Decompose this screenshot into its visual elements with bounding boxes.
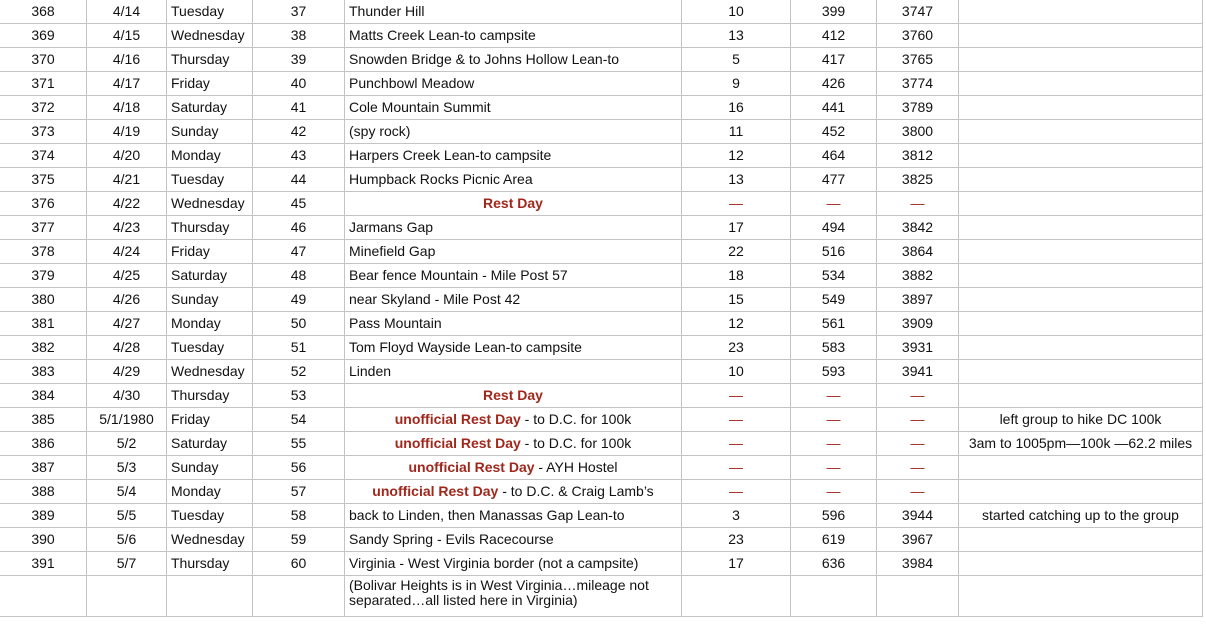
row-number-cell[interactable]: 369 — [0, 24, 87, 48]
date-cell[interactable]: 5/4 — [87, 480, 167, 504]
miles-cell[interactable]: 18 — [682, 264, 791, 288]
table-row — [0, 528, 1203, 552]
day-number-cell[interactable]: 57 — [253, 480, 345, 504]
date-cell[interactable]: 4/20 — [87, 144, 167, 168]
day-number-cell[interactable]: 59 — [253, 528, 345, 552]
location-cell[interactable]: back to Linden, then Manassas Gap Lean-to — [345, 504, 682, 528]
table-row — [0, 72, 1203, 96]
cumulative-miles-cell[interactable]: — — [791, 384, 877, 408]
date-cell[interactable]: 4/22 — [87, 192, 167, 216]
date-cell[interactable]: 5/2 — [87, 432, 167, 456]
row-number-cell[interactable]: 391 — [0, 552, 87, 576]
table-row — [0, 48, 1203, 72]
miles-cell[interactable]: 12 — [682, 144, 791, 168]
location-cell[interactable]: Linden — [345, 360, 682, 384]
note-cell[interactable]: 3am to 1005pm—100k —62.2 miles — [959, 432, 1203, 456]
miles-cell[interactable]: 16 — [682, 96, 791, 120]
location-cell[interactable]: Punchbowl Meadow — [345, 72, 682, 96]
location-cell[interactable]: Tom Floyd Wayside Lean-to campsite — [345, 336, 682, 360]
cumulative-miles-cell[interactable]: — — [791, 408, 877, 432]
date-cell[interactable]: 4/28 — [87, 336, 167, 360]
row-number-cell[interactable]: 378 — [0, 240, 87, 264]
weekday-cell[interactable]: Thursday — [167, 552, 253, 576]
day-number-cell[interactable]: 46 — [253, 216, 345, 240]
table-row — [0, 240, 1203, 264]
date-cell[interactable]: 5/5 — [87, 504, 167, 528]
note-cell[interactable] — [959, 528, 1203, 552]
table-row — [0, 312, 1203, 336]
note-cell[interactable] — [959, 336, 1203, 360]
table-row — [0, 552, 1203, 576]
note-cell[interactable]: started catching up to the group — [959, 504, 1203, 528]
note-cell[interactable] — [959, 144, 1203, 168]
rest-day-label: unofficial Rest Day — [372, 483, 499, 499]
row-number-cell[interactable]: 389 — [0, 504, 87, 528]
rest-day-label: unofficial Rest Day — [394, 411, 521, 427]
table-row — [0, 408, 1203, 432]
date-cell[interactable]: 4/30 — [87, 384, 167, 408]
location-cell[interactable] — [345, 192, 682, 216]
weekday-cell[interactable]: Sunday — [167, 456, 253, 480]
date-cell[interactable]: 4/16 — [87, 48, 167, 72]
cumulative-miles-cell[interactable]: 583 — [791, 336, 877, 360]
cumulative-miles-cell[interactable]: 399 — [791, 0, 877, 24]
row-number-cell[interactable]: 375 — [0, 168, 87, 192]
table-row — [0, 576, 1203, 617]
location-cell[interactable]: Thunder Hill — [345, 0, 682, 24]
note-cell[interactable] — [959, 216, 1203, 240]
row-number-cell[interactable] — [0, 576, 87, 617]
table-row — [0, 192, 1203, 216]
day-number-cell[interactable]: 45 — [253, 192, 345, 216]
date-cell[interactable]: 4/15 — [87, 24, 167, 48]
weekday-cell[interactable]: Saturday — [167, 96, 253, 120]
miles-cell[interactable]: 9 — [682, 72, 791, 96]
note-cell[interactable]: left group to hike DC 100k — [959, 408, 1203, 432]
note-cell[interactable] — [959, 312, 1203, 336]
cumulative-miles-cell[interactable] — [791, 576, 877, 617]
row-number-cell[interactable]: 386 — [0, 432, 87, 456]
weekday-cell[interactable]: Friday — [167, 408, 253, 432]
total-miles-cell[interactable]: 3765 — [877, 48, 959, 72]
date-cell[interactable]: 5/1/1980 — [87, 408, 167, 432]
weekday-cell[interactable]: Thursday — [167, 384, 253, 408]
weekday-cell[interactable]: Wednesday — [167, 360, 253, 384]
total-miles-cell[interactable]: — — [877, 192, 959, 216]
rest-day-detail: - to D.C. for 100k — [520, 411, 632, 427]
row-number-cell[interactable]: 388 — [0, 480, 87, 504]
weekday-cell[interactable]: Sunday — [167, 288, 253, 312]
row-number-cell[interactable]: 382 — [0, 336, 87, 360]
table-row — [0, 480, 1203, 504]
miles-cell[interactable]: 10 — [682, 0, 791, 24]
weekday-cell[interactable]: Thursday — [167, 48, 253, 72]
total-miles-cell[interactable]: — — [877, 384, 959, 408]
location-cell[interactable]: Cole Mountain Summit — [345, 96, 682, 120]
day-number-cell[interactable]: 56 — [253, 456, 345, 480]
day-number-cell[interactable]: 37 — [253, 0, 345, 24]
row-number-cell[interactable]: 374 — [0, 144, 87, 168]
day-number-cell[interactable]: 44 — [253, 168, 345, 192]
cumulative-miles-cell[interactable]: 596 — [791, 504, 877, 528]
date-cell[interactable]: 4/26 — [87, 288, 167, 312]
cumulative-miles-cell[interactable]: 516 — [791, 240, 877, 264]
day-number-cell[interactable]: 49 — [253, 288, 345, 312]
day-number-cell[interactable]: 40 — [253, 72, 345, 96]
total-miles-cell[interactable]: — — [877, 480, 959, 504]
row-number-cell[interactable]: 371 — [0, 72, 87, 96]
miles-cell[interactable]: 22 — [682, 240, 791, 264]
weekday-cell[interactable]: Tuesday — [167, 0, 253, 24]
miles-cell[interactable]: — — [682, 384, 791, 408]
miles-cell[interactable]: — — [682, 480, 791, 504]
date-cell[interactable]: 4/18 — [87, 96, 167, 120]
table-row — [0, 168, 1203, 192]
table-row — [0, 0, 1203, 24]
footnote-cell[interactable]: (Bolivar Heights is in West Virginia…mileage not separated…all listed here in Virginia) — [345, 576, 682, 617]
note-cell[interactable] — [959, 360, 1203, 384]
row-number-cell[interactable]: 387 — [0, 456, 87, 480]
cumulative-miles-cell[interactable]: 452 — [791, 120, 877, 144]
cumulative-miles-cell[interactable]: 636 — [791, 552, 877, 576]
cumulative-miles-cell[interactable]: 441 — [791, 96, 877, 120]
table-row — [0, 432, 1203, 456]
table-row — [0, 504, 1203, 528]
note-cell[interactable] — [959, 96, 1203, 120]
rest-day-detail: - to D.C. for 100k — [520, 435, 632, 451]
total-miles-cell[interactable]: 3967 — [877, 528, 959, 552]
miles-cell[interactable]: 3 — [682, 504, 791, 528]
note-cell[interactable] — [959, 480, 1203, 504]
note-cell[interactable] — [959, 288, 1203, 312]
weekday-cell[interactable]: Monday — [167, 144, 253, 168]
date-cell[interactable] — [87, 576, 167, 617]
day-number-cell[interactable]: 41 — [253, 96, 345, 120]
cumulative-miles-cell[interactable]: 619 — [791, 528, 877, 552]
date-cell[interactable]: 4/21 — [87, 168, 167, 192]
miles-cell[interactable]: — — [682, 432, 791, 456]
date-cell[interactable]: 4/23 — [87, 216, 167, 240]
location-cell[interactable]: (spy rock) — [345, 120, 682, 144]
miles-cell[interactable]: — — [682, 192, 791, 216]
day-number-cell[interactable]: 42 — [253, 120, 345, 144]
miles-cell[interactable]: 23 — [682, 336, 791, 360]
weekday-cell[interactable]: Wednesday — [167, 528, 253, 552]
miles-cell[interactable]: 13 — [682, 168, 791, 192]
row-number-cell[interactable]: 370 — [0, 48, 87, 72]
date-cell[interactable]: 4/24 — [87, 240, 167, 264]
row-number-cell[interactable]: 390 — [0, 528, 87, 552]
total-miles-cell[interactable]: 3825 — [877, 168, 959, 192]
rest-day-label: Rest Day — [483, 387, 543, 403]
row-number-cell[interactable]: 379 — [0, 264, 87, 288]
miles-cell[interactable]: 15 — [682, 288, 791, 312]
row-number-cell[interactable]: 376 — [0, 192, 87, 216]
location-cell[interactable]: Pass Mountain — [345, 312, 682, 336]
total-miles-cell[interactable]: 3931 — [877, 336, 959, 360]
weekday-cell[interactable]: Wednesday — [167, 192, 253, 216]
table-row — [0, 216, 1203, 240]
cumulative-miles-cell[interactable]: 477 — [791, 168, 877, 192]
day-number-cell[interactable]: 47 — [253, 240, 345, 264]
miles-cell[interactable]: 17 — [682, 552, 791, 576]
location-cell[interactable]: Matts Creek Lean-to campsite — [345, 24, 682, 48]
total-miles-cell[interactable]: — — [877, 408, 959, 432]
weekday-cell[interactable]: Thursday — [167, 216, 253, 240]
total-miles-cell[interactable]: 3747 — [877, 0, 959, 24]
rest-day-detail: - AYH Hostel — [534, 459, 618, 475]
day-number-cell[interactable]: 58 — [253, 504, 345, 528]
day-number-cell[interactable]: 53 — [253, 384, 345, 408]
weekday-cell[interactable] — [167, 576, 253, 617]
row-number-cell[interactable]: 380 — [0, 288, 87, 312]
note-cell[interactable] — [959, 48, 1203, 72]
total-miles-cell[interactable]: 3909 — [877, 312, 959, 336]
rest-day-label: unofficial Rest Day — [394, 435, 521, 451]
table-row — [0, 144, 1203, 168]
total-miles-cell[interactable]: 3812 — [877, 144, 959, 168]
cumulative-miles-cell[interactable]: 426 — [791, 72, 877, 96]
weekday-cell[interactable]: Friday — [167, 72, 253, 96]
location-cell[interactable] — [345, 384, 682, 408]
location-cell[interactable]: Snowden Bridge & to Johns Hollow Lean-to — [345, 48, 682, 72]
table-row — [0, 456, 1203, 480]
total-miles-cell[interactable] — [877, 576, 959, 617]
location-cell[interactable]: Minefield Gap — [345, 240, 682, 264]
location-cell[interactable] — [345, 480, 682, 504]
table-row — [0, 360, 1203, 384]
miles-cell[interactable]: 11 — [682, 120, 791, 144]
row-number-cell[interactable]: 372 — [0, 96, 87, 120]
date-cell[interactable]: 4/27 — [87, 312, 167, 336]
miles-cell[interactable]: 23 — [682, 528, 791, 552]
location-cell[interactable] — [345, 456, 682, 480]
note-cell[interactable] — [959, 0, 1203, 24]
table-row — [0, 120, 1203, 144]
cumulative-miles-cell[interactable]: — — [791, 432, 877, 456]
location-cell[interactable]: Sandy Spring - Evils Racecourse — [345, 528, 682, 552]
weekday-cell[interactable]: Saturday — [167, 264, 253, 288]
total-miles-cell[interactable]: — — [877, 456, 959, 480]
date-cell[interactable]: 4/17 — [87, 72, 167, 96]
miles-cell[interactable]: — — [682, 456, 791, 480]
cumulative-miles-cell[interactable]: — — [791, 192, 877, 216]
location-cell[interactable] — [345, 432, 682, 456]
weekday-cell[interactable]: Tuesday — [167, 168, 253, 192]
weekday-cell[interactable]: Saturday — [167, 432, 253, 456]
table-row — [0, 384, 1203, 408]
date-cell[interactable]: 4/25 — [87, 264, 167, 288]
weekday-cell[interactable]: Friday — [167, 240, 253, 264]
note-cell[interactable] — [959, 240, 1203, 264]
location-cell[interactable]: Jarmans Gap — [345, 216, 682, 240]
cumulative-miles-cell[interactable]: 561 — [791, 312, 877, 336]
total-miles-cell[interactable]: 3941 — [877, 360, 959, 384]
cumulative-miles-cell[interactable]: 593 — [791, 360, 877, 384]
table-row — [0, 96, 1203, 120]
cumulative-miles-cell[interactable]: 412 — [791, 24, 877, 48]
miles-cell[interactable]: 5 — [682, 48, 791, 72]
date-cell[interactable]: 5/6 — [87, 528, 167, 552]
day-number-cell[interactable]: 52 — [253, 360, 345, 384]
cumulative-miles-cell[interactable]: 534 — [791, 264, 877, 288]
weekday-cell[interactable]: Sunday — [167, 120, 253, 144]
total-miles-cell[interactable]: 3882 — [877, 264, 959, 288]
note-cell[interactable] — [959, 72, 1203, 96]
total-miles-cell[interactable]: 3760 — [877, 24, 959, 48]
row-number-cell[interactable]: 373 — [0, 120, 87, 144]
weekday-cell[interactable]: Wednesday — [167, 24, 253, 48]
location-cell[interactable]: Bear fence Mountain - Mile Post 57 — [345, 264, 682, 288]
day-number-cell[interactable]: 55 — [253, 432, 345, 456]
note-cell[interactable] — [959, 456, 1203, 480]
weekday-cell[interactable]: Monday — [167, 480, 253, 504]
row-number-cell[interactable]: 383 — [0, 360, 87, 384]
day-number-cell[interactable]: 48 — [253, 264, 345, 288]
note-cell[interactable] — [959, 384, 1203, 408]
note-cell[interactable] — [959, 24, 1203, 48]
weekday-cell[interactable]: Monday — [167, 312, 253, 336]
miles-cell[interactable]: — — [682, 408, 791, 432]
total-miles-cell[interactable]: 3800 — [877, 120, 959, 144]
miles-cell[interactable]: 10 — [682, 360, 791, 384]
table-row — [0, 264, 1203, 288]
cumulative-miles-cell[interactable]: — — [791, 480, 877, 504]
rest-day-label: unofficial Rest Day — [408, 459, 535, 475]
day-number-cell[interactable]: 50 — [253, 312, 345, 336]
row-number-cell[interactable]: 381 — [0, 312, 87, 336]
cumulative-miles-cell[interactable]: 494 — [791, 216, 877, 240]
miles-cell[interactable]: 12 — [682, 312, 791, 336]
cumulative-miles-cell[interactable]: 417 — [791, 48, 877, 72]
row-number-cell[interactable]: 385 — [0, 408, 87, 432]
location-cell[interactable]: Humpback Rocks Picnic Area — [345, 168, 682, 192]
day-number-cell[interactable] — [253, 576, 345, 617]
weekday-cell[interactable]: Tuesday — [167, 336, 253, 360]
table-row — [0, 288, 1203, 312]
table-row — [0, 336, 1203, 360]
day-number-cell[interactable]: 54 — [253, 408, 345, 432]
date-cell[interactable]: 4/19 — [87, 120, 167, 144]
miles-cell[interactable] — [682, 576, 791, 617]
note-cell[interactable] — [959, 552, 1203, 576]
row-number-cell[interactable]: 368 — [0, 0, 87, 24]
note-cell[interactable] — [959, 120, 1203, 144]
total-miles-cell[interactable]: 3864 — [877, 240, 959, 264]
location-cell[interactable] — [345, 408, 682, 432]
location-cell[interactable]: Harpers Creek Lean-to campsite — [345, 144, 682, 168]
note-cell[interactable] — [959, 576, 1203, 617]
location-cell[interactable]: Virginia - West Virginia border (not a campsite) — [345, 552, 682, 576]
location-cell[interactable]: near Skyland - Mile Post 42 — [345, 288, 682, 312]
note-cell[interactable] — [959, 192, 1203, 216]
note-cell[interactable] — [959, 264, 1203, 288]
cumulative-miles-cell[interactable]: 464 — [791, 144, 877, 168]
total-miles-cell[interactable]: — — [877, 432, 959, 456]
rest-day-detail: - to D.C. & Craig Lamb’s — [498, 483, 654, 499]
miles-cell[interactable]: 17 — [682, 216, 791, 240]
miles-cell[interactable]: 13 — [682, 24, 791, 48]
day-number-cell[interactable]: 60 — [253, 552, 345, 576]
date-cell[interactable]: 5/3 — [87, 456, 167, 480]
day-number-cell[interactable]: 39 — [253, 48, 345, 72]
note-cell[interactable] — [959, 168, 1203, 192]
total-miles-cell[interactable]: 3842 — [877, 216, 959, 240]
date-cell[interactable]: 4/29 — [87, 360, 167, 384]
row-number-cell[interactable]: 384 — [0, 384, 87, 408]
total-miles-cell[interactable]: 3789 — [877, 96, 959, 120]
total-miles-cell[interactable]: 3984 — [877, 552, 959, 576]
day-number-cell[interactable]: 51 — [253, 336, 345, 360]
total-miles-cell[interactable]: 3897 — [877, 288, 959, 312]
total-miles-cell[interactable]: 3944 — [877, 504, 959, 528]
date-cell[interactable]: 4/14 — [87, 0, 167, 24]
table-row — [0, 24, 1203, 48]
row-number-cell[interactable]: 377 — [0, 216, 87, 240]
cumulative-miles-cell[interactable]: 549 — [791, 288, 877, 312]
total-miles-cell[interactable]: 3774 — [877, 72, 959, 96]
rest-day-label: Rest Day — [483, 195, 543, 211]
day-number-cell[interactable]: 38 — [253, 24, 345, 48]
day-number-cell[interactable]: 43 — [253, 144, 345, 168]
weekday-cell[interactable]: Tuesday — [167, 504, 253, 528]
date-cell[interactable]: 5/7 — [87, 552, 167, 576]
cumulative-miles-cell[interactable]: — — [791, 456, 877, 480]
